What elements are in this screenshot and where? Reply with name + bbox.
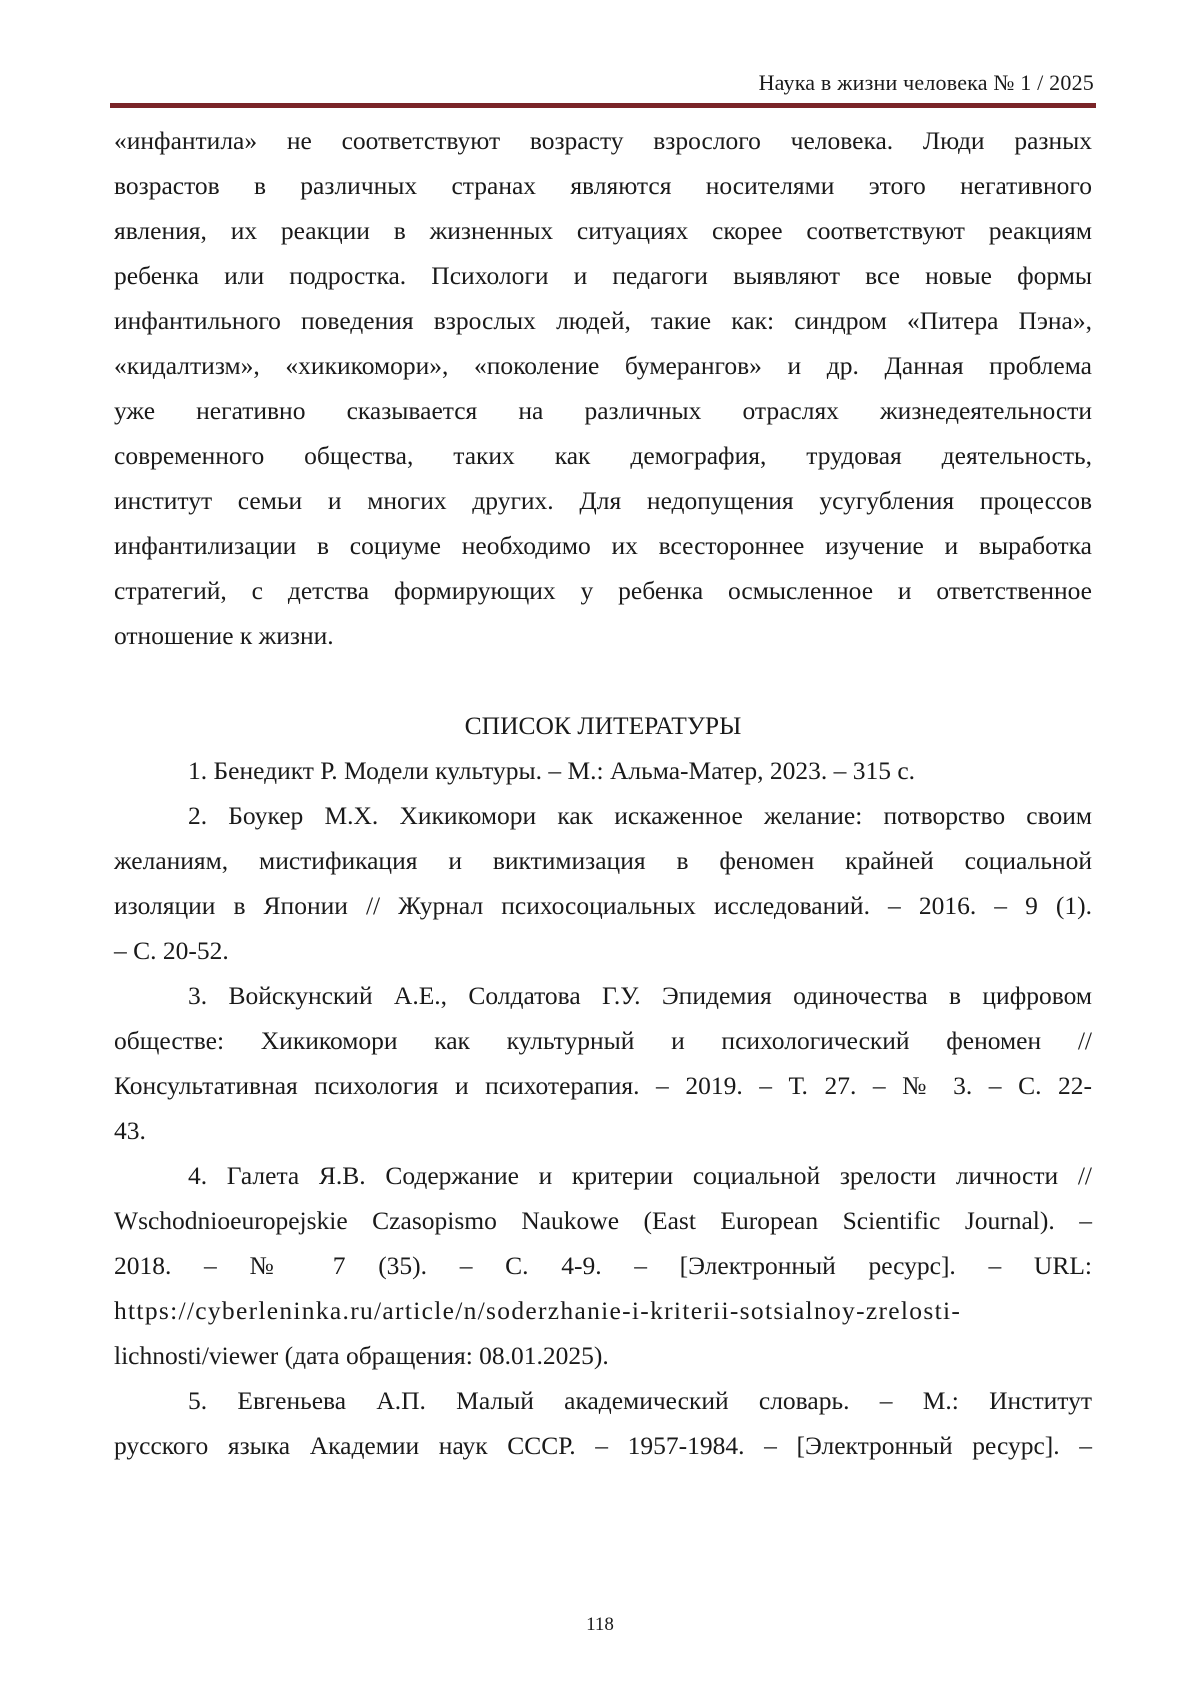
references-heading: СПИСОК ЛИТЕРАТУРЫ bbox=[464, 711, 742, 740]
page-number: 118 bbox=[586, 1614, 614, 1635]
reference-line: 2. Боукер М.Х. Хикикомори как искаженное желание: потворство своим bbox=[188, 801, 1092, 830]
body-line: инфантилизации в социуме необходимо их всестороннее изучение и выработка bbox=[114, 531, 1092, 560]
body-line: современного общества, таких как демография, трудовая деятельность, bbox=[114, 441, 1092, 470]
reference-line: 3. Войскунский А.Е., Солдатова Г.У. Эпидемия одиночества в цифровом bbox=[188, 981, 1092, 1010]
body-line: институт семьи и многих других. Для недопущения усугубления процессов bbox=[114, 486, 1092, 515]
reference-line: желаниям, мистификация и виктимизация в феномен крайней социальной bbox=[114, 846, 1092, 875]
reference-line: – С. 20-52. bbox=[114, 936, 229, 965]
reference-line: Консультативная психология и психотерапия. – 2019. – Т. 27. – № 3. – С. 22- bbox=[114, 1071, 1092, 1100]
reference-line: изоляции в Японии // Журнал психосоциальных исследований. – 2016. – 9 (1). bbox=[114, 891, 1092, 920]
reference-line: lichnosti/viewer (дата обращения: 08.01.2025). bbox=[114, 1341, 609, 1370]
reference-line: 5. Евгеньева А.П. Малый академический словарь. – М.: Институт bbox=[188, 1386, 1092, 1415]
running-header-journal-title: Наука в жизни человека № 1 / 2025 bbox=[758, 70, 1094, 95]
reference-line: 4. Галета Я.В. Содержание и критерии социальной зрелости личности // bbox=[188, 1161, 1092, 1190]
body-line: инфантильного поведения взрослых людей, такие как: синдром «Питера Пэна», bbox=[114, 306, 1092, 335]
body-line: возрастов в различных странах являются носителями этого негативного bbox=[114, 171, 1092, 200]
reference-line: 1. Бенедикт Р. Модели культуры. – М.: Альма-Матер, 2023. – 315 с. bbox=[188, 756, 916, 785]
reference-line: 2018. – № 7 (35). – С. 4-9. – [Электронный ресурс]. – URL: bbox=[114, 1251, 1092, 1280]
reference-line: русского языка Академии наук СССР. – 1957-1984. – [Электронный ресурс]. – bbox=[114, 1431, 1092, 1460]
body-line: стратегий, с детства формирующих у ребенка осмысленное и ответственное bbox=[114, 576, 1092, 605]
body-line: «кидалтизм», «хикикомори», «поколение бумерангов» и др. Данная проблема bbox=[114, 351, 1092, 380]
body-line: «инфантила» не соответствуют возрасту взрослого человека. Люди разных bbox=[114, 126, 1092, 155]
reference-line: 43. bbox=[114, 1116, 146, 1145]
reference-line: обществе: Хикикомори как культурный и психологический феномен // bbox=[114, 1026, 1092, 1055]
body-line: ребенка или подростка. Психологи и педагоги выявляют все новые формы bbox=[114, 261, 1092, 290]
header-divider-rule bbox=[110, 103, 1096, 108]
reference-line: Wschodnioeuropejskie Czasopismo Naukowe (East European Scientific Journal). – bbox=[114, 1206, 1092, 1235]
body-line: отношение к жизни. bbox=[114, 621, 334, 650]
reference-url-line[interactable]: https://cyberleninka.ru/article/n/soderzhanie-i-kriterii-sotsialnoy-zrelosti- bbox=[114, 1296, 962, 1325]
body-line: уже негативно сказывается на различных отраслях жизнедеятельности bbox=[114, 396, 1092, 425]
body-line: явления, их реакции в жизненных ситуациях скорее соответствуют реакциям bbox=[114, 216, 1092, 245]
